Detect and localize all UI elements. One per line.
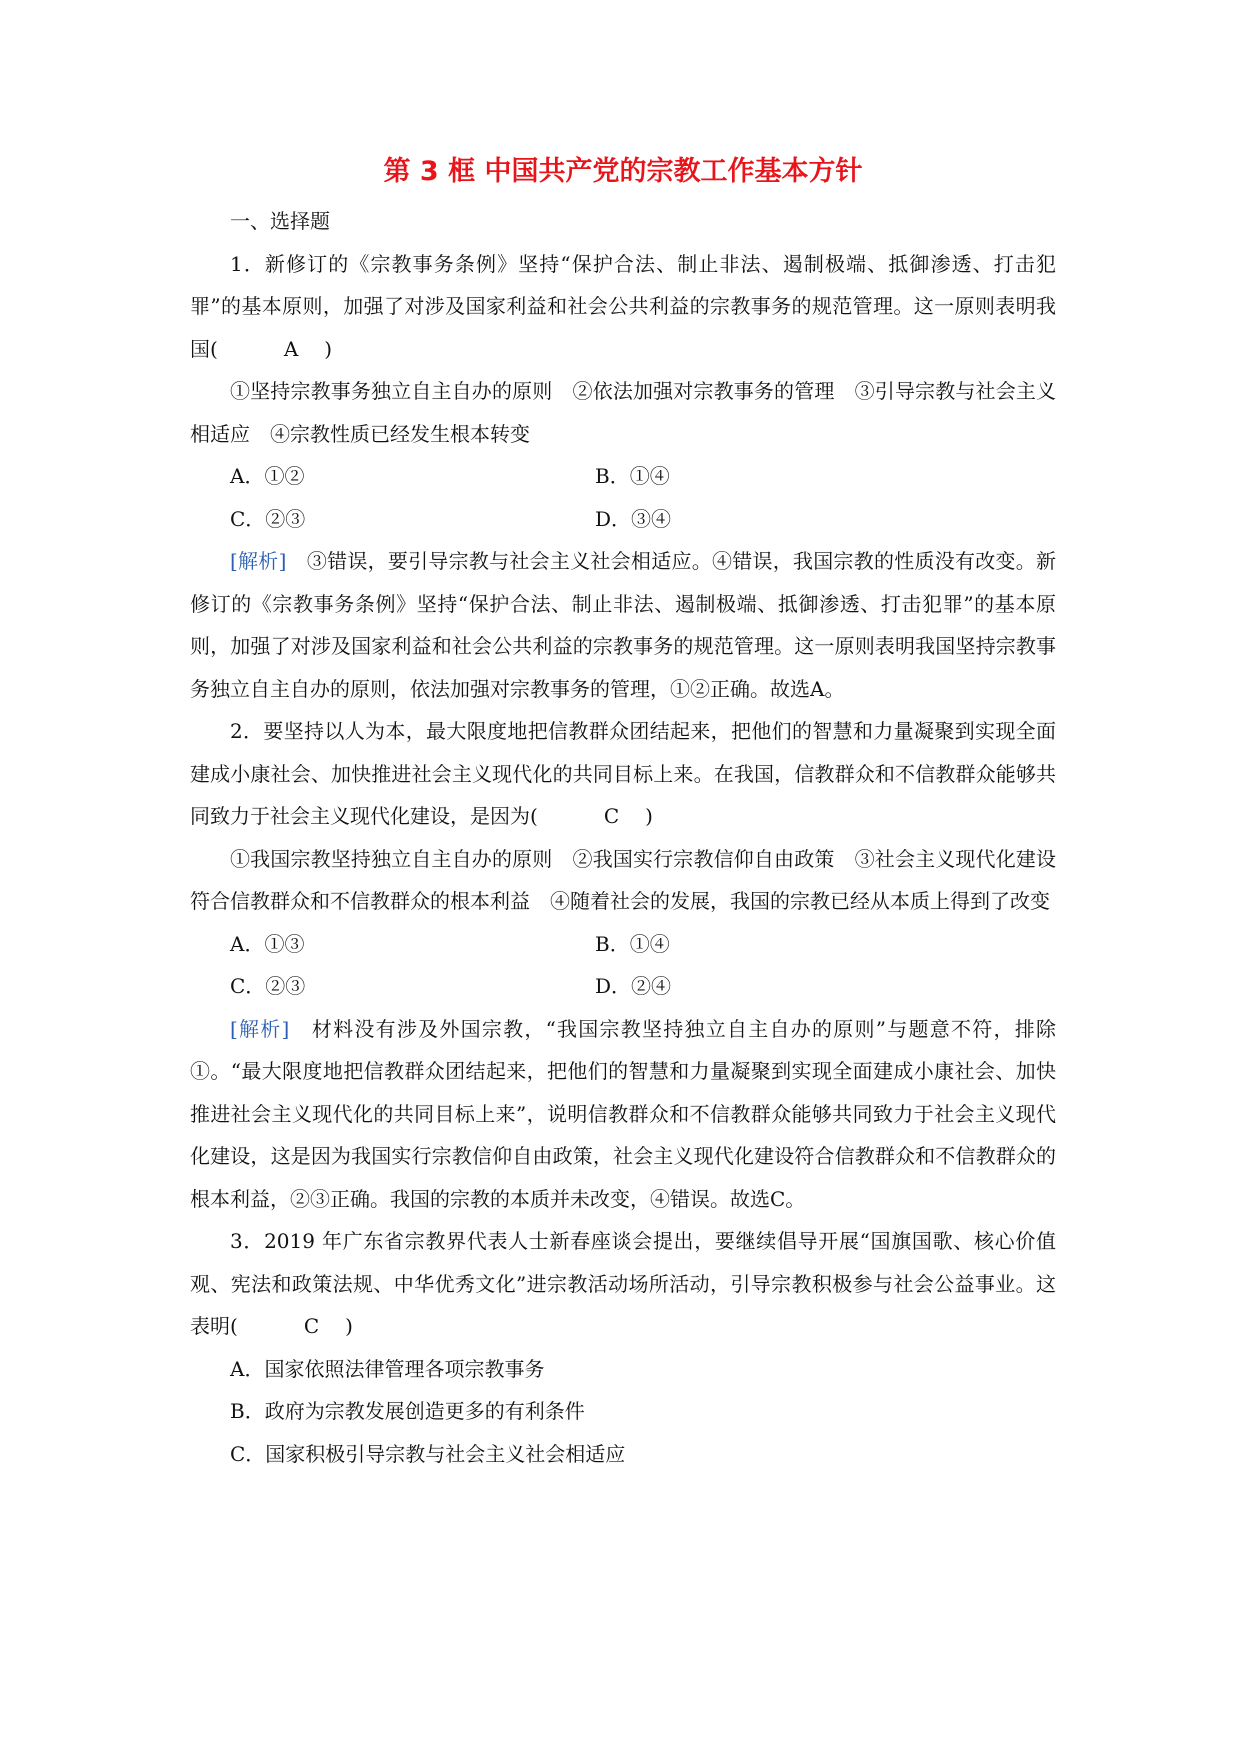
options-row xyxy=(190,498,1056,541)
answer-letter: A xyxy=(283,336,299,361)
question-3 xyxy=(190,1220,1056,1475)
analysis-tag: [解析] xyxy=(230,549,287,573)
options-row xyxy=(190,923,1056,966)
section-heading: 一、选择题 xyxy=(230,209,330,233)
option-c: C．②③ xyxy=(230,506,306,531)
option-d: D．③④ xyxy=(595,506,672,531)
question-stem: 3．2019 年广东省宗教界代表人士新春座谈会提出，要继续倡导开展“国旗国歌、核心价值观、宪法和政策法规、中华优秀文化”进宗教活动场所活动，引导宗教积极参与社会公益事业。这表明( C ) xyxy=(190,1220,1056,1348)
question-statements: ①坚持宗教事务独立自主自办的原则 ②依法加强对宗教事务的管理 ③引导宗教与社会主义相适应 ④宗教性质已经发生根本转变 xyxy=(190,379,1056,446)
option-d: D．②④ xyxy=(595,974,672,998)
analysis-tag: [解析] xyxy=(230,1016,290,1041)
option-b: B．政府为宗教发展创造更多的有利条件 xyxy=(230,1399,585,1423)
option-b: B．①④ xyxy=(595,464,670,488)
option-c: C．②③ xyxy=(230,974,306,998)
option-c: C．国家积极引导宗教与社会主义社会相适应 xyxy=(230,1441,626,1466)
answer-letter: C xyxy=(603,804,620,828)
answer-letter: C xyxy=(303,1314,320,1338)
analysis: [解析] 材料没有涉及外国宗教，“我国宗教坚持独立自主自办的原则”与题意不符，排除①。“最大限度地把信教群众团结起来，把他们的智慧和力量凝聚到实现全面建成小康社会、加快推进社会主义现代化的共同目标上来”，说明信教群众和不信教群众能够共同致力于社会主义现代化建设，这是因为我国实行宗教信仰自由政策，社会主义现代化建设符合信教群众和不信教群众的根本利益，②③正确。我国的宗教的本质并未改变，④错误。故选C。 xyxy=(190,1016,1057,1211)
option-a: A．①② xyxy=(230,464,305,488)
page-title: 第 3 框 中国共产党的宗教工作基本方针 xyxy=(383,156,863,187)
options-row xyxy=(190,965,1056,1008)
option-a: A．①③ xyxy=(230,931,305,956)
option-a: A．国家依照法律管理各项宗教事务 xyxy=(230,1356,545,1381)
question-2 xyxy=(190,710,1056,1220)
analysis: [解析] ③错误，要引导宗教与社会主义社会相适应。④错误，我国宗教的性质没有改变。新修订的《宗教事务条例》坚持“保护合法、制止非法、遏制极端、抵御渗透、打击犯罪”的基本原则，加强了对涉及国家利益和社会公共利益的宗教事务的规范管理。这一原则表明我国坚持宗教事务独立自主自办的原则，依法加强对宗教事务的管理，①②正确。故选A。 xyxy=(190,549,1057,701)
document-content xyxy=(190,150,1056,1475)
option-b: B．①④ xyxy=(595,931,670,956)
question-1 xyxy=(190,243,1056,711)
question-stem: 2．要坚持以人为本，最大限度地把信教群众团结起来，把他们的智慧和力量凝聚到实现全面建成小康社会、加快推进社会主义现代化的共同目标上来。在我国，信教群众和不信教群众能够共同致力于社会主义现代化建设，是因为( C ) xyxy=(190,710,1056,838)
options-row xyxy=(190,455,1056,498)
question-statements: ①我国宗教坚持独立自主自办的原则 ②我国实行宗教信仰自由政策 ③社会主义现代化建设符合信教群众和不信教群众的根本利益 ④随着社会的发展，我国的宗教已经从本质上得到了改变 xyxy=(190,846,1056,913)
question-stem: 1．新修订的《宗教事务条例》坚持“保护合法、制止非法、遏制极端、抵御渗透、打击犯罪”的基本原则，加强了对涉及国家利益和社会公共利益的宗教事务的规范管理。这一原则表明我国( A ) xyxy=(190,243,1056,371)
